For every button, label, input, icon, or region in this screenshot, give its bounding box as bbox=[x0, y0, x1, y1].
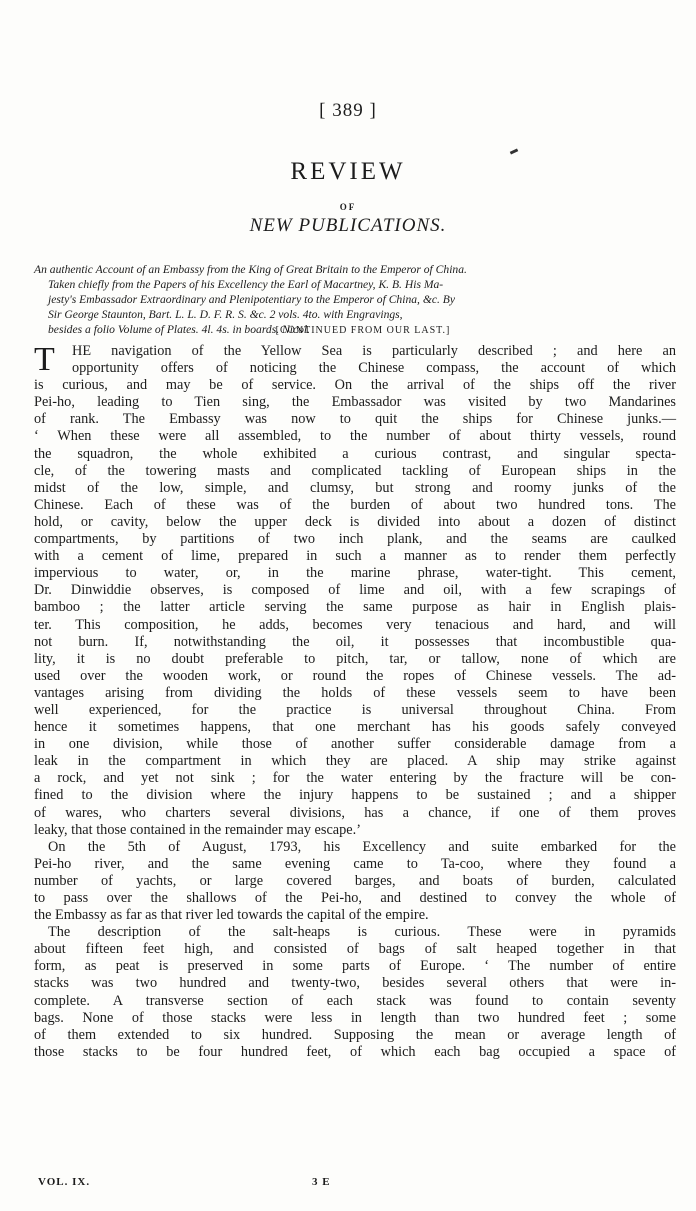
body-line: ‘ When these were all assembled, to the number of about thirty vessels, round bbox=[34, 428, 676, 445]
citation-line: Sir George Staunton, Bart. L. L. D. F. R. S. &c. 2 vols. 4to. with Engravings, bbox=[48, 308, 403, 321]
body-line: to pass over the shallows of the Pei-ho, and destined to convey the whole of bbox=[34, 890, 676, 906]
citation-line: jesty's Embassador Extraordinary and Plenipotentiary to the Emperor of China, &c. By bbox=[48, 293, 456, 306]
body-line: of rank. The Embassy was now to quit the ships for Chinese junks.— bbox=[34, 411, 676, 428]
drop-cap: T bbox=[34, 341, 55, 378]
page-number: [ 389 ] bbox=[319, 100, 377, 121]
section-subtitle: NEW PUBLICATIONS. bbox=[249, 215, 447, 236]
footer-signature: 3 E bbox=[312, 1176, 331, 1188]
body-line: of wares, who charters several divisions, has a chance, if one of them proves bbox=[34, 804, 676, 821]
body-line: those stacks to be four hundred feet, of which each bag occupied a space of bbox=[34, 1043, 676, 1060]
body-line: The description of the salt-heaps is curious. These were in pyramids bbox=[48, 924, 676, 941]
body-line: of them extended to six hundred. Supposing the mean or average length of bbox=[34, 1026, 676, 1043]
body-line: about fifteen feet high, and consisted of bags of salt heaped together in that bbox=[34, 941, 676, 958]
body-line: the Embassy as far as that river led towards the capital of the empire. bbox=[34, 907, 429, 924]
body-line: used over the wooden work, or round the ropes of Chinese vessels. The ad- bbox=[34, 667, 676, 684]
body-line: On the 5th of August, 1793, his Excellency and suite embarked for the bbox=[48, 838, 676, 855]
body-line: Pei-ho river, and the same evening came to Ta-coo, where they found a bbox=[34, 855, 676, 872]
body-line: bamboo ; the latter article serving the same purpose as hair in English plais- bbox=[34, 599, 676, 616]
citation-line: An authentic Account of an Embassy from the King of Great Britain to the Emperor of China. bbox=[34, 263, 467, 276]
ink-mark bbox=[510, 148, 519, 154]
citation-line: besides a folio Volume of Plates. 4l. 4s. in boards. Nicol. bbox=[48, 323, 311, 336]
body-line: is curious, and may be of service. On the arrival of the ships off the river bbox=[34, 377, 676, 394]
body-line: opportunity offers of noticing the Chinese compass, the account of which bbox=[72, 360, 676, 377]
body-line: in one division, while those of another suffer considerable damage from a bbox=[34, 736, 676, 753]
body-line: well experienced, for the practice is universal throughout China. From bbox=[34, 701, 676, 718]
body-line: Pei-ho, leading to Tien sing, the Embassador was visited by two Mandarines bbox=[34, 394, 676, 411]
body-line: ter. This composition, he adds, becomes very tenacious and hard, and will bbox=[34, 616, 676, 633]
section-title: REVIEW bbox=[290, 158, 406, 185]
body-line: HE navigation of the Yellow Sea is particularly described ; and here an bbox=[72, 343, 676, 359]
body-line: cle, of the towering masts and complicated tackling of European ships in the bbox=[34, 462, 676, 479]
body-line: number of yachts, or large covered barges, and boats of burden, calculated bbox=[34, 872, 676, 889]
body-line: compartments, by partitions of two inch plank, and the seams are caulked bbox=[34, 531, 676, 548]
citation-line: Taken chiefly from the Papers of his Excellency the Earl of Macartney, K. B. His Ma- bbox=[48, 278, 444, 291]
body-line: stacks was two hundred and twenty-two, besides several others that were in- bbox=[34, 975, 676, 992]
body-line: fined to the division where the injury happens to be sustained ; and a shipper bbox=[34, 787, 676, 804]
body-line: leaky, that those contained in the remainder may escape.’ bbox=[34, 821, 361, 838]
footer-volume: VOL. IX. bbox=[38, 1176, 91, 1188]
body-line: hence it sometimes happens, that one merchant has his goods safely conveyed bbox=[34, 719, 676, 736]
section-title-of: OF bbox=[339, 202, 357, 212]
body-line: Chinese. Each of these was of the burden of about two hundred tons. The bbox=[34, 496, 676, 513]
body-line: midst of the low, simple, and clumsy, but strong and roomy junks of the bbox=[34, 479, 676, 496]
body-line: leak in the compartment in which they are placed. A ship may strike against bbox=[34, 753, 676, 770]
body-line: form, as peat is preserved in some parts of Europe. ‘ The number of entire bbox=[34, 958, 676, 975]
body-line: bags. None of those stacks were less in length than two hundred feet ; some bbox=[34, 1009, 676, 1026]
article-body bbox=[34, 343, 676, 1061]
body-line: Dr. Dinwiddie observes, is composed of lime and oil, with a few scrapings of bbox=[34, 582, 676, 599]
body-line: the squadron, the whole exhibited a curious contrast, and singular specta- bbox=[34, 445, 676, 462]
body-line: complete. A transverse section of each stack was found to contain seventy bbox=[34, 992, 676, 1009]
body-line: a rock, and yet not sink ; for the water entering by the fracture will be con- bbox=[34, 770, 676, 787]
body-line: lity, it is no doubt preferable to pitch, tar, or tallow, none of which are bbox=[34, 650, 676, 667]
continued-note: [CONTINUED FROM OUR LAST.] bbox=[275, 325, 451, 336]
body-line: vantages arising from dividing the holds of these vessels seem to have been bbox=[34, 684, 676, 701]
body-line: impervious to water, or, in the marine phrase, water-tight. This cement, bbox=[34, 565, 676, 582]
body-line: hold, or cavity, below the upper deck is divided into about a dozen of distinct bbox=[34, 513, 676, 530]
body-line: with a cement of lime, prepared in such a manner as to render them perfectly bbox=[34, 548, 676, 565]
body-line: not burn. If, notwithstanding the oil, it possesses that incombustible qua- bbox=[34, 633, 676, 650]
